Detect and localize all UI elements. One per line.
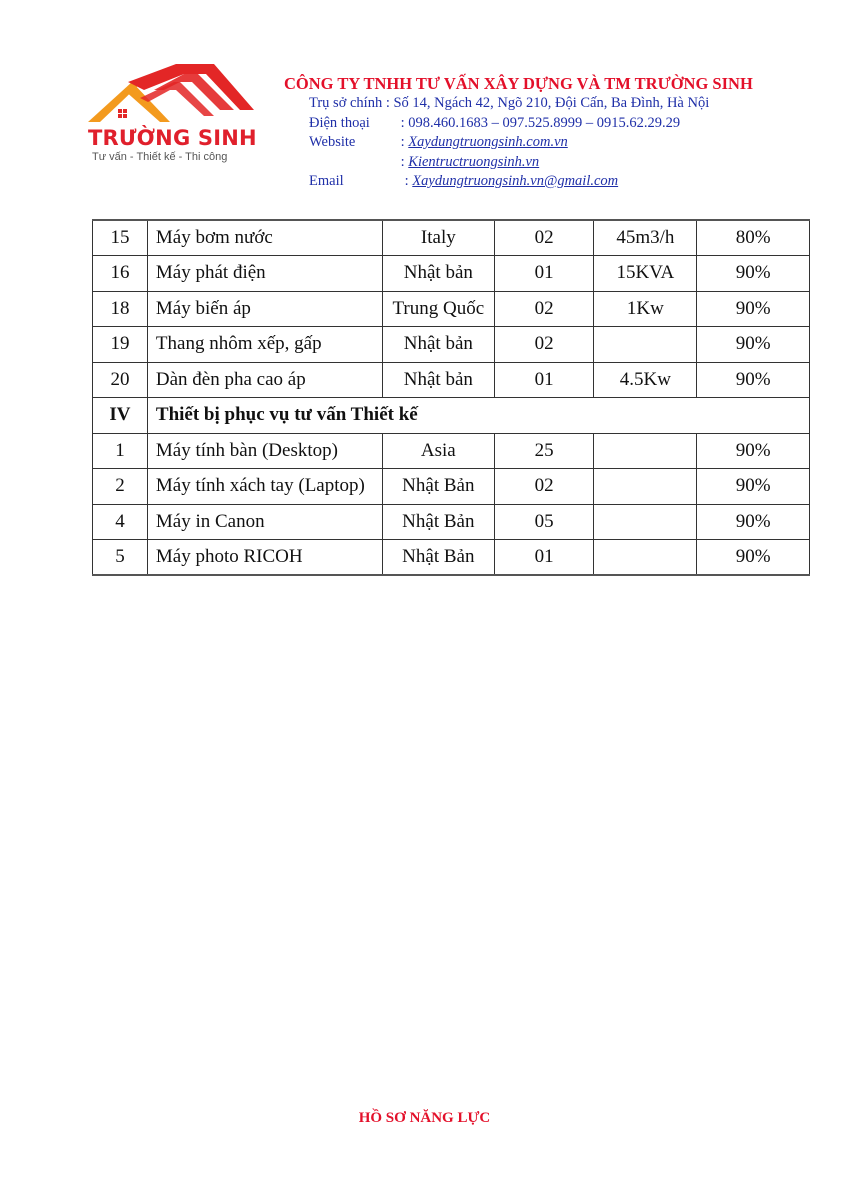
website-link-1[interactable]: Xaydungtruongsinh.com.vn <box>408 134 568 150</box>
phone-line <box>309 115 680 132</box>
table-row <box>93 362 810 398</box>
equipment-table-body <box>93 220 810 575</box>
equipment-table <box>92 219 810 576</box>
cell-qty: 02 <box>494 291 594 327</box>
phone-label: Điện thoại <box>309 115 370 131</box>
cell-origin: Italy <box>382 220 494 256</box>
section-number: IV <box>93 398 148 434</box>
cell-origin: Nhật Bản <box>382 504 494 540</box>
cell-spec: 1Kw <box>594 291 697 327</box>
cell-no: 4 <box>93 504 148 540</box>
cell-qty: 01 <box>494 540 594 576</box>
phone-value: : 098.460.1683 – 097.525.8999 – 0915.62.29.29 <box>400 115 681 131</box>
cell-name: Dàn đèn pha cao áp <box>147 362 382 398</box>
cell-no: 19 <box>93 327 148 363</box>
table-row <box>93 256 810 292</box>
cell-condition: 90% <box>697 256 810 292</box>
cell-qty: 02 <box>494 469 594 505</box>
cell-condition: 90% <box>697 433 810 469</box>
cell-name: Thang nhôm xếp, gấp <box>147 327 382 363</box>
cell-no: 5 <box>93 540 148 576</box>
cell-spec: 45m3/h <box>594 220 697 256</box>
table-row <box>93 220 810 256</box>
cell-qty: 05 <box>494 504 594 540</box>
cell-name: Máy biến áp <box>147 291 382 327</box>
cell-spec <box>594 540 697 576</box>
office-address-line <box>309 95 709 112</box>
office-value: : Số 14, Ngách 42, Ngõ 210, Đội Cấn, Ba Đình, Hà Nội <box>385 95 710 111</box>
cell-condition: 90% <box>697 291 810 327</box>
cell-origin: Nhật Bản <box>382 540 494 576</box>
cell-no: 15 <box>93 220 148 256</box>
table-row <box>93 327 810 363</box>
website-separator-2: : <box>400 154 405 170</box>
table-row <box>93 469 810 505</box>
cell-name: Máy in Canon <box>147 504 382 540</box>
footer-title: HỒ SƠ NĂNG LỰC <box>358 1110 491 1126</box>
cell-origin: Nhật Bản <box>382 469 494 505</box>
cell-name: Máy tính bàn (Desktop) <box>147 433 382 469</box>
cell-spec <box>594 469 697 505</box>
logo-tagline: Tư vấn - Thiết kế - Thi công <box>92 151 228 163</box>
cell-condition: 90% <box>697 362 810 398</box>
cell-qty: 01 <box>494 256 594 292</box>
cell-no: 18 <box>93 291 148 327</box>
cell-no: 1 <box>93 433 148 469</box>
logo-name: TRƯỜNG SINH <box>88 126 257 150</box>
cell-spec <box>594 504 697 540</box>
cell-qty: 02 <box>494 220 594 256</box>
email-separator: : <box>404 173 409 189</box>
email-link[interactable]: Xaydungtruongsinh.vn@gmail.com <box>412 173 619 189</box>
cell-origin: Nhật bản <box>382 362 494 398</box>
house-roof-icon <box>84 60 256 130</box>
office-label: Trụ sở chính <box>309 95 383 111</box>
cell-origin: Nhật bản <box>382 256 494 292</box>
email-line <box>309 173 618 190</box>
cell-qty: 02 <box>494 327 594 363</box>
cell-no: 16 <box>93 256 148 292</box>
cell-qty: 01 <box>494 362 594 398</box>
cell-spec <box>594 433 697 469</box>
table-row <box>93 504 810 540</box>
cell-name: Máy bơm nước <box>147 220 382 256</box>
cell-condition: 90% <box>697 504 810 540</box>
cell-condition: 90% <box>697 540 810 576</box>
cell-name: Máy tính xách tay (Laptop) <box>147 469 382 505</box>
cell-name: Máy phát điện <box>147 256 382 292</box>
cell-condition: 80% <box>697 220 810 256</box>
cell-no: 2 <box>93 469 148 505</box>
table-row <box>93 433 810 469</box>
cell-spec <box>594 327 697 363</box>
website-link-2[interactable]: Kientructruongsinh.vn <box>408 154 540 170</box>
company-logo <box>84 60 256 170</box>
section-header-row <box>93 398 810 434</box>
cell-origin: Nhật bản <box>382 327 494 363</box>
website-label: Website <box>309 134 356 150</box>
email-label: Email <box>309 173 344 189</box>
website-line-2 <box>309 154 539 171</box>
cell-qty: 25 <box>494 433 594 469</box>
website-line-1 <box>309 134 568 151</box>
section-title: Thiết bị phục vụ tư vấn Thiết kế <box>147 398 809 434</box>
table-row <box>93 291 810 327</box>
cell-spec: 15KVA <box>594 256 697 292</box>
cell-origin: Trung Quốc <box>382 291 494 327</box>
company-name: CÔNG TY TNHH TƯ VẤN XÂY DỰNG VÀ TM TRƯỜNG SINH <box>284 74 753 93</box>
cell-condition: 90% <box>697 469 810 505</box>
table-row <box>93 540 810 576</box>
cell-name: Máy photo RICOH <box>147 540 382 576</box>
cell-no: 20 <box>93 362 148 398</box>
cell-origin: Asia <box>382 433 494 469</box>
cell-condition: 90% <box>697 327 810 363</box>
cell-spec: 4.5Kw <box>594 362 697 398</box>
website-separator: : <box>400 134 405 150</box>
